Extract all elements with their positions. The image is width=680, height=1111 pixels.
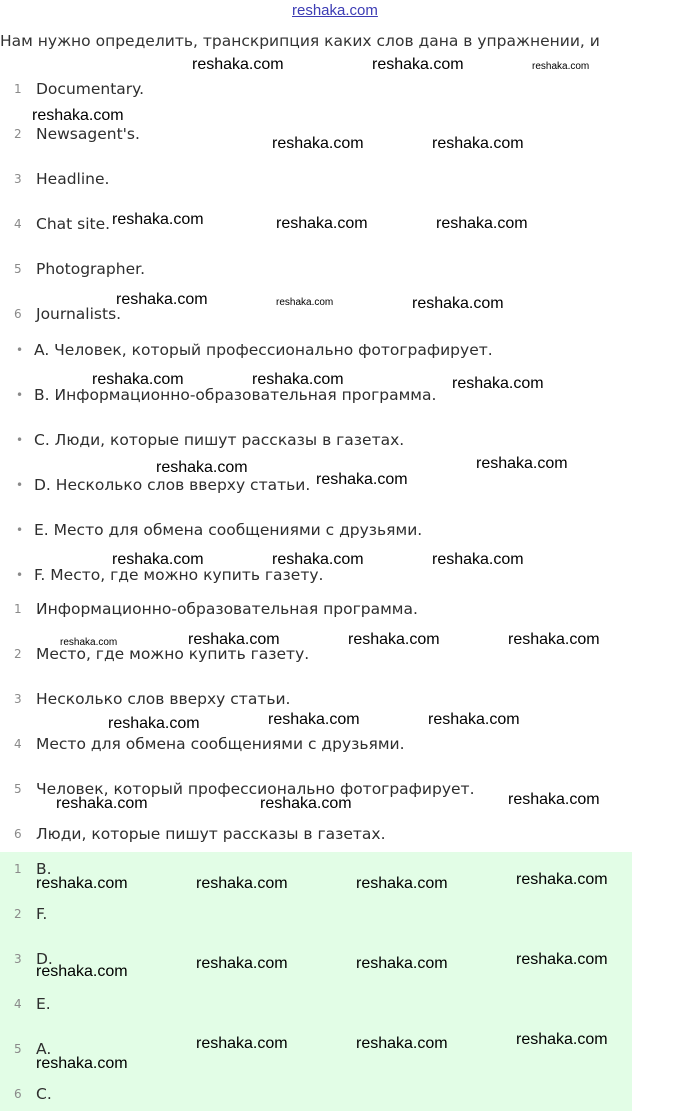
watermark: reshaka.com <box>112 211 204 228</box>
item-number: 3 <box>14 172 22 186</box>
watermark: reshaka.com <box>60 637 118 648</box>
watermark: reshaka.com <box>268 711 360 728</box>
item-number: 6 <box>14 827 22 841</box>
watermark: reshaka.com <box>196 955 288 972</box>
watermark: reshaka.com <box>276 297 334 308</box>
watermark: reshaka.com <box>260 795 352 812</box>
item-number: 6 <box>14 1087 22 1101</box>
item-number: 2 <box>14 127 22 141</box>
watermark: reshaka.com <box>32 107 124 124</box>
item-number: 4 <box>14 737 22 751</box>
site-link[interactable]: reshaka.com <box>292 2 378 19</box>
watermark: reshaka.com <box>432 135 524 152</box>
watermark: reshaka.com <box>272 551 364 568</box>
item-text: D. <box>36 950 53 968</box>
item-text: A. Человек, который профессионально фотографирует. <box>34 341 493 359</box>
intro-text: Нам нужно определить, транскрипция каких слов дана в упражнении, и <box>0 32 600 50</box>
item-number: 5 <box>14 1042 22 1056</box>
item-number: 3 <box>14 692 22 706</box>
item-number: 5 <box>14 262 22 276</box>
watermark: reshaka.com <box>516 871 608 888</box>
answer-item <box>0 1080 52 1108</box>
item-text: D. Несколько слов вверху статьи. <box>34 476 311 494</box>
item-number: 1 <box>14 82 22 96</box>
list-item <box>0 730 405 758</box>
watermark: reshaka.com <box>192 56 284 73</box>
item-text: Место, где можно купить газету. <box>36 645 310 663</box>
item-text: Newsagent's. <box>36 125 140 143</box>
item-number: 4 <box>14 217 22 231</box>
item-text: C. Люди, которые пишут рассказы в газетах. <box>34 431 405 449</box>
bullet-item <box>0 426 404 454</box>
bullet-item <box>0 381 436 409</box>
item-text: Journalists. <box>36 305 122 323</box>
item-number: 1 <box>14 602 22 616</box>
watermark: reshaka.com <box>196 875 288 892</box>
item-number: 2 <box>14 907 22 921</box>
watermark: reshaka.com <box>252 371 344 388</box>
item-number: 6 <box>14 307 22 321</box>
watermark: reshaka.com <box>36 963 128 980</box>
item-text: Информационно-образовательная программа. <box>36 600 418 618</box>
watermark: reshaka.com <box>372 56 464 73</box>
item-text: Место для обмена сообщениями с друзьями. <box>36 735 405 753</box>
watermark: reshaka.com <box>36 1055 128 1072</box>
item-text: B. Информационно-образовательная программа. <box>34 386 437 404</box>
bullet-dot-icon: • <box>16 343 24 357</box>
list-item <box>0 685 290 713</box>
watermark: reshaka.com <box>188 631 280 648</box>
list-item <box>0 820 386 848</box>
item-text: Documentary. <box>36 80 145 98</box>
item-text: Несколько слов вверху статьи. <box>36 690 291 708</box>
watermark: reshaka.com <box>412 295 504 312</box>
watermark: reshaka.com <box>516 1031 608 1048</box>
bullet-item <box>0 516 422 544</box>
watermark: reshaka.com <box>316 471 408 488</box>
item-text: Человек, который профессионально фотографирует. <box>36 780 475 798</box>
watermark: reshaka.com <box>156 459 248 476</box>
watermark: reshaka.com <box>56 795 148 812</box>
item-text: F. Место, где можно купить газету. <box>34 566 324 584</box>
watermark: reshaka.com <box>476 455 568 472</box>
list-item <box>0 255 145 283</box>
watermark: reshaka.com <box>108 715 200 732</box>
item-number: 4 <box>14 997 22 1011</box>
item-text: A. <box>36 1040 52 1058</box>
watermark: reshaka.com <box>196 1035 288 1052</box>
bullet-dot-icon: • <box>16 388 24 402</box>
watermark: reshaka.com <box>516 951 608 968</box>
watermark: reshaka.com <box>356 955 448 972</box>
item-text: Люди, которые пишут рассказы в газетах. <box>36 825 386 843</box>
watermark: reshaka.com <box>532 61 590 72</box>
watermark: reshaka.com <box>508 631 600 648</box>
watermark: reshaka.com <box>428 711 520 728</box>
bullet-dot-icon: • <box>16 523 24 537</box>
watermark: reshaka.com <box>116 291 208 308</box>
watermark: reshaka.com <box>92 371 184 388</box>
item-text: E. <box>36 995 51 1013</box>
watermark: reshaka.com <box>348 631 440 648</box>
bullet-item <box>0 336 493 364</box>
bullet-dot-icon: • <box>16 433 24 447</box>
watermark: reshaka.com <box>272 135 364 152</box>
watermark: reshaka.com <box>432 551 524 568</box>
answer-item <box>0 990 51 1018</box>
item-text: F. <box>36 905 48 923</box>
watermark: reshaka.com <box>508 791 600 808</box>
watermark: reshaka.com <box>36 875 128 892</box>
item-number: 5 <box>14 782 22 796</box>
answer-item <box>0 900 47 928</box>
item-number: 3 <box>14 952 22 966</box>
item-text: Photographer. <box>36 260 145 278</box>
list-item <box>0 595 418 623</box>
watermark: reshaka.com <box>112 551 204 568</box>
bullet-dot-icon: • <box>16 478 24 492</box>
watermark: reshaka.com <box>276 215 368 232</box>
item-number: 1 <box>14 862 22 876</box>
item-text: B. <box>36 860 52 878</box>
item-number: 2 <box>14 647 22 661</box>
bullet-dot-icon: • <box>16 568 24 582</box>
item-text: Headline. <box>36 170 110 188</box>
item-text: C. <box>36 1085 52 1103</box>
item-text: E. Место для обмена сообщениями с друзьями. <box>34 521 423 539</box>
item-text: Chat site. <box>36 215 111 233</box>
watermark: reshaka.com <box>356 1035 448 1052</box>
list-item <box>0 210 110 238</box>
list-item <box>0 300 121 328</box>
list-item <box>0 165 109 193</box>
watermark: reshaka.com <box>356 875 448 892</box>
watermark: reshaka.com <box>436 215 528 232</box>
watermark: reshaka.com <box>452 375 544 392</box>
list-item <box>0 75 144 103</box>
